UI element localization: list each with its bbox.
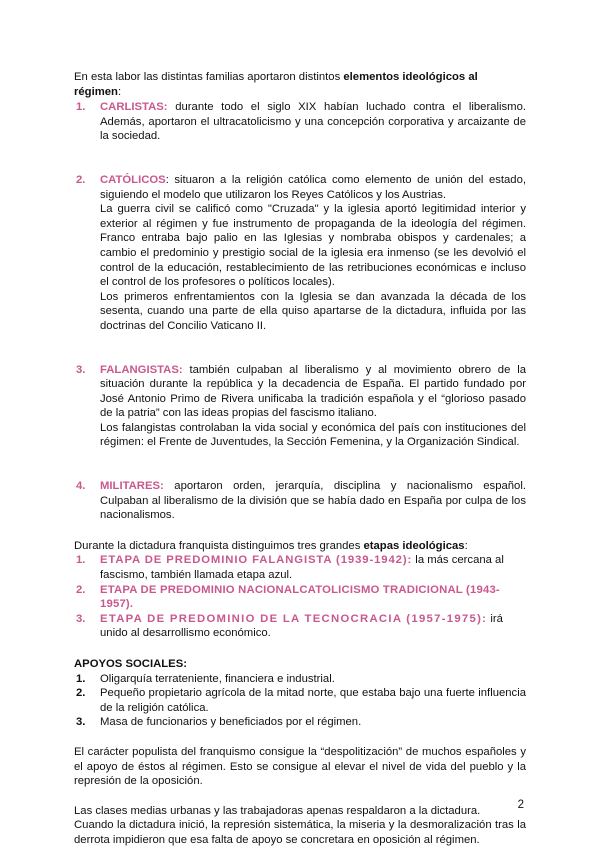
list-number: 1. [76, 101, 86, 114]
intro-paragraph: En esta labor las distintas familias aportaron distintos elementos ideológicos al régimen: [74, 71, 478, 98]
list-item: 4. MILITARES: aportaron orden, jerarquía, disciplina y nacionalismo español. Culpaban al liberalismo de la división que se había dado en España por culpa de los nacionalismos. [76, 480, 526, 522]
list-item: 1. Oligarquía terrateniente, financiera e industrial. [76, 672, 335, 685]
list-item: 2. CATÓLICOS: situaron a la religión católica como elemento de unión del estado, siguiendo el modelo que utilizaron los Reyes Católicos y los Austrias. La guerra civil se calificó como "Cruzada" y la iglesia aportó legitimidad interior y exterior al régimen y fue instrumento de propaganda de la ideología del régimen. Franco entraba bajo palio en las Iglesias y nombraba obispos y cardenales; a cambio el predominio y prestigio social de la iglesia era inmenso (se les devolvió el control de la educación, restablecimiento de las retribuciones económicas e incluso el control de los profesores o políticos locales). Los primeros enfrentamientos con la Iglesia se dan avanzada la década de los sesenta, cuando una parte de ella quiso apartarse de la dictadura, influida por las doctrinas del Concilio Vaticano II. [76, 173, 526, 332]
list-number: 4. [76, 480, 86, 493]
list-item [74, 583, 526, 612]
family-label: MILITARES: [100, 480, 164, 493]
list-number: 2. [76, 583, 86, 596]
list-item: 2. Pequeño propietario agrícola de la mitad norte, que estaba bajo una fuerte influencia de la religión católica. [76, 687, 526, 714]
list-item: 3. FALANGISTAS: también culpaban al liberalismo y al movimiento obrero de la situación durante la república y la decadencia de España. El partido fundado por José Antonio Primo de Rivera unificaba la tradición española y el “glorioso pasado de la patria” con las ideas propias del fascismo italiano. Los falangistas controlaban la vida social y económica del país con instituciones del régimen: el Frente de Juventudes, la Sección Femenina, y la Organización Sindical. [76, 363, 526, 449]
list-item: 3. Masa de funcionarios y beneficiados por el régimen. [76, 716, 362, 729]
social-heading: APOYOS SOCIALES: [74, 658, 187, 670]
page-number: 2 [517, 799, 524, 811]
list-number: 2. [76, 173, 86, 186]
social-list [74, 672, 526, 730]
closing-paragraph: Cuando la dictadura inició, la represión sistemática, la miseria y la desmoralización tras la derrota impidieron que esa falta de apoyo se concretara en oposición al régimen. [74, 819, 526, 846]
closing-paragraph: El carácter populista del franquismo consigue la “despolitización” de muchos españoles y el apoyo de éstos al régimen. Esto se consigue al elevar el nivel de vida del pueblo y la represión de la oposición. [74, 745, 526, 788]
families-list [74, 100, 526, 523]
stage-label: ETAPA DE PREDOMINIO FALANGISTA (1939-1942): [100, 554, 413, 567]
list-number: 1. [76, 554, 86, 567]
list-number: 3. [76, 612, 86, 625]
stage-label: ETAPA DE PREDOMINIO NACIONALCATOLICISMO TRADICIONAL (1943-1957). [100, 583, 500, 611]
stage-label: ETAPA DE PREDOMINIO DE LA TECNOCRACIA (1957-1975): [100, 612, 488, 625]
stages-intro-bold: etapas ideológicas [363, 539, 465, 552]
stages-list [74, 553, 526, 641]
list-number: 2. [76, 687, 86, 700]
list-item: 1. ETAPA DE PREDOMINIO FALANGISTA (1939-1942): la más cercana al fascismo, también llamada etapa azul. [76, 554, 504, 582]
list-item: 1. CARLISTAS: durante todo el siglo XIX habían luchado contra el liberalismo. Además, aportaron el ultracatolicismo y una concepción corporativa y arcaizante de la sociedad. [76, 101, 526, 143]
list-number: 1. [76, 672, 86, 685]
closing-paragraph: Las clases medias urbanas y las trabajadoras apenas respaldaron a la dictadura. [74, 804, 481, 817]
family-label: FALANGISTAS: [100, 363, 183, 376]
stages-intro-paragraph: Durante la dictadura franquista distinguimos tres grandes etapas ideológicas: [74, 539, 468, 552]
list-item: 3. ETAPA DE PREDOMINIO DE LA TECNOCRACIA (1957-1975): irá unido al desarrollismo económico. [76, 612, 503, 640]
family-label: CATÓLICOS [100, 173, 166, 186]
list-number: 3. [76, 363, 86, 376]
list-number: 3. [76, 716, 86, 729]
family-label: CARLISTAS: [100, 101, 168, 114]
intro-bold: elementos ideológicos al régimen [74, 71, 478, 98]
